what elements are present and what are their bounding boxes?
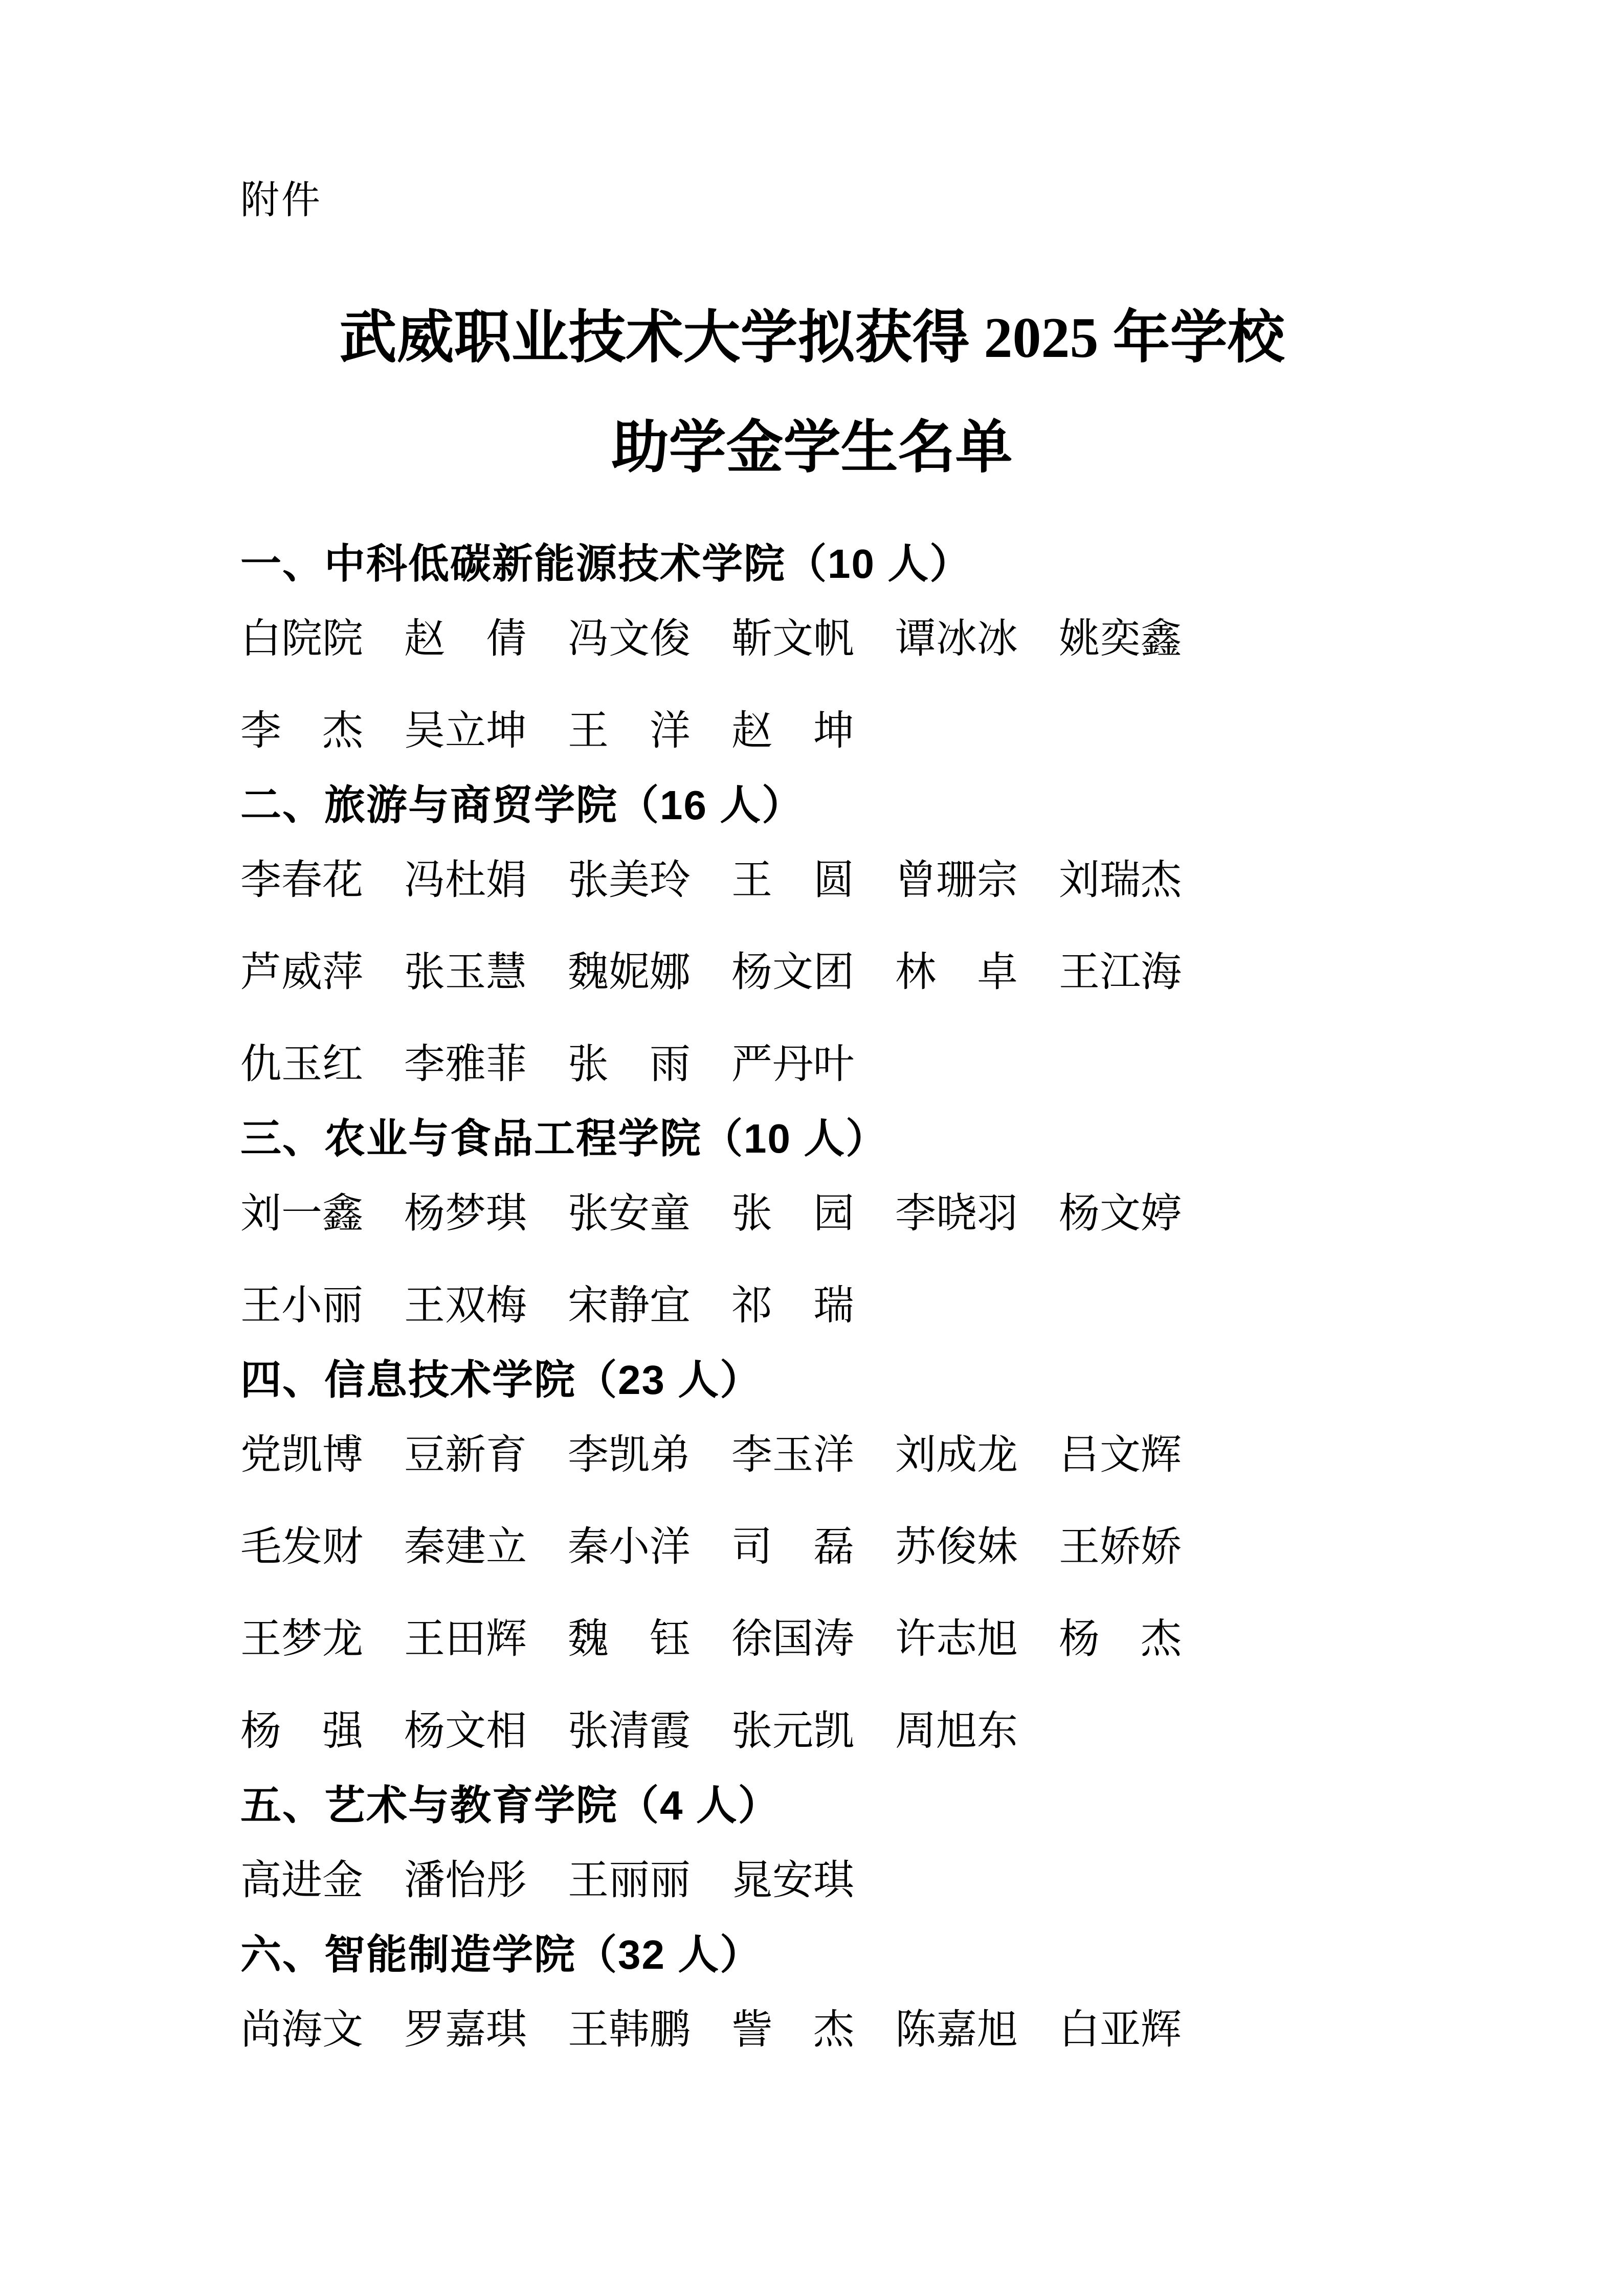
student-name: 吕文辉	[1059, 1432, 1182, 1478]
student-name: 赵 坤	[731, 708, 854, 754]
student-name: 赵 倩	[404, 616, 527, 662]
page-title-line-2: 助学金学生名单	[611, 416, 1013, 480]
student-name: 杨文婷	[1059, 1191, 1182, 1236]
student-name: 王小丽	[240, 1283, 363, 1329]
student-name: 芦威萍	[240, 950, 363, 995]
student-name: 訾 杰	[731, 2007, 854, 2053]
student-name: 许志旭	[895, 1616, 1018, 1662]
section-heading: 六、智能制造学院（32 人）	[240, 1931, 762, 1977]
student-name: 张玉慧	[404, 950, 527, 995]
student-name: 秦小洋	[568, 1524, 691, 1570]
student-name: 王娇娇	[1059, 1524, 1182, 1570]
student-name: 王梦龙	[240, 1616, 363, 1662]
student-name: 祁 瑞	[731, 1283, 854, 1329]
section-heading: 五、艺术与教育学院（4 人）	[240, 1782, 780, 1828]
student-name: 曾珊宗	[895, 858, 1018, 903]
section-heading: 四、信息技术学院（23 人）	[240, 1357, 762, 1403]
student-name: 宋静宜	[568, 1283, 691, 1329]
student-name: 李凯弟	[568, 1432, 691, 1478]
student-name: 罗嘉琪	[404, 2007, 527, 2053]
student-name: 谭冰冰	[895, 616, 1018, 662]
student-name: 周旭东	[895, 1708, 1018, 1754]
student-name-row	[240, 1830, 1384, 1922]
student-name: 严丹叶	[731, 1042, 854, 1087]
student-name-row	[240, 1589, 1384, 1681]
student-name: 李春花	[240, 858, 363, 903]
student-name: 张 雨	[568, 1042, 691, 1087]
student-name: 王田辉	[404, 1616, 527, 1662]
student-name: 冯杜娟	[404, 858, 527, 903]
student-name: 高进金	[240, 1858, 363, 1903]
student-name: 白院院	[240, 616, 363, 662]
student-name: 杨 杰	[1059, 1616, 1182, 1662]
section-heading: 一、中科低碳新能源技术学院（10 人）	[240, 541, 972, 587]
student-name: 刘瑞杰	[1059, 858, 1182, 903]
student-name: 毛发财	[240, 1524, 363, 1570]
student-name: 晁安琪	[731, 1858, 854, 1903]
attachment-label: 附件	[240, 178, 322, 222]
student-name: 杨文相	[404, 1708, 527, 1754]
student-name: 张美玲	[568, 858, 691, 903]
student-name: 秦建立	[404, 1524, 527, 1570]
student-name: 仇玉红	[240, 1042, 363, 1087]
student-name: 张清霞	[568, 1708, 691, 1754]
student-name: 李 杰	[240, 708, 363, 754]
student-name: 王韩鹏	[568, 2007, 691, 2053]
section-heading: 三、农业与食品工程学院（10 人）	[240, 1115, 888, 1161]
student-name: 司 磊	[731, 1524, 854, 1570]
student-name: 李玉洋	[731, 1432, 854, 1478]
student-name-row	[240, 1681, 1384, 1773]
student-name: 魏 钰	[568, 1616, 691, 1662]
student-name: 刘一鑫	[240, 1191, 363, 1236]
student-name: 姚奕鑫	[1059, 616, 1182, 662]
student-name: 王双梅	[404, 1283, 527, 1329]
student-name: 李晓羽	[895, 1191, 1018, 1236]
student-name-row	[240, 922, 1384, 1014]
student-name: 尚海文	[240, 2007, 363, 2053]
student-name: 党凯博	[240, 1432, 363, 1478]
student-name: 王 圆	[731, 858, 854, 903]
student-name-row	[240, 830, 1384, 922]
student-name: 杨文团	[731, 950, 854, 995]
student-name: 杨梦琪	[404, 1191, 527, 1236]
page-title-line-1: 武威职业技术大学拟获得 2025 年学校	[339, 306, 1285, 370]
student-name: 张 园	[731, 1191, 854, 1236]
student-name-row	[240, 1163, 1384, 1255]
student-name: 张元凯	[731, 1708, 854, 1754]
student-name: 豆新育	[404, 1432, 527, 1478]
student-name: 王江海	[1059, 950, 1182, 995]
student-name: 张安童	[568, 1191, 691, 1236]
student-name: 杨 强	[240, 1708, 363, 1754]
student-list	[240, 531, 1384, 2072]
student-name: 白亚辉	[1059, 2007, 1182, 2053]
student-name-row	[240, 1979, 1384, 2072]
student-name: 靳文帆	[731, 616, 854, 662]
student-name: 吴立坤	[404, 708, 527, 754]
section-heading: 二、旅游与商贸学院（16 人）	[240, 782, 804, 828]
student-name: 陈嘉旭	[895, 2007, 1018, 2053]
student-name: 李雅菲	[404, 1042, 527, 1087]
student-name: 冯文俊	[568, 616, 691, 662]
student-name-row	[240, 681, 1384, 773]
student-name: 徐国涛	[731, 1616, 854, 1662]
student-name-row	[240, 1405, 1384, 1497]
student-name: 林 卓	[895, 950, 1018, 995]
student-name: 王 洋	[568, 708, 691, 754]
page-title	[240, 283, 1384, 503]
student-name-row	[240, 1014, 1384, 1106]
student-name: 苏俊妹	[895, 1524, 1018, 1570]
student-name: 王丽丽	[568, 1858, 691, 1903]
student-name-row	[240, 589, 1384, 681]
student-name-row	[240, 1497, 1384, 1589]
student-name: 魏妮娜	[568, 950, 691, 995]
student-name-row	[240, 1255, 1384, 1347]
student-name: 潘怡彤	[404, 1858, 527, 1903]
student-name: 刘成龙	[895, 1432, 1018, 1478]
